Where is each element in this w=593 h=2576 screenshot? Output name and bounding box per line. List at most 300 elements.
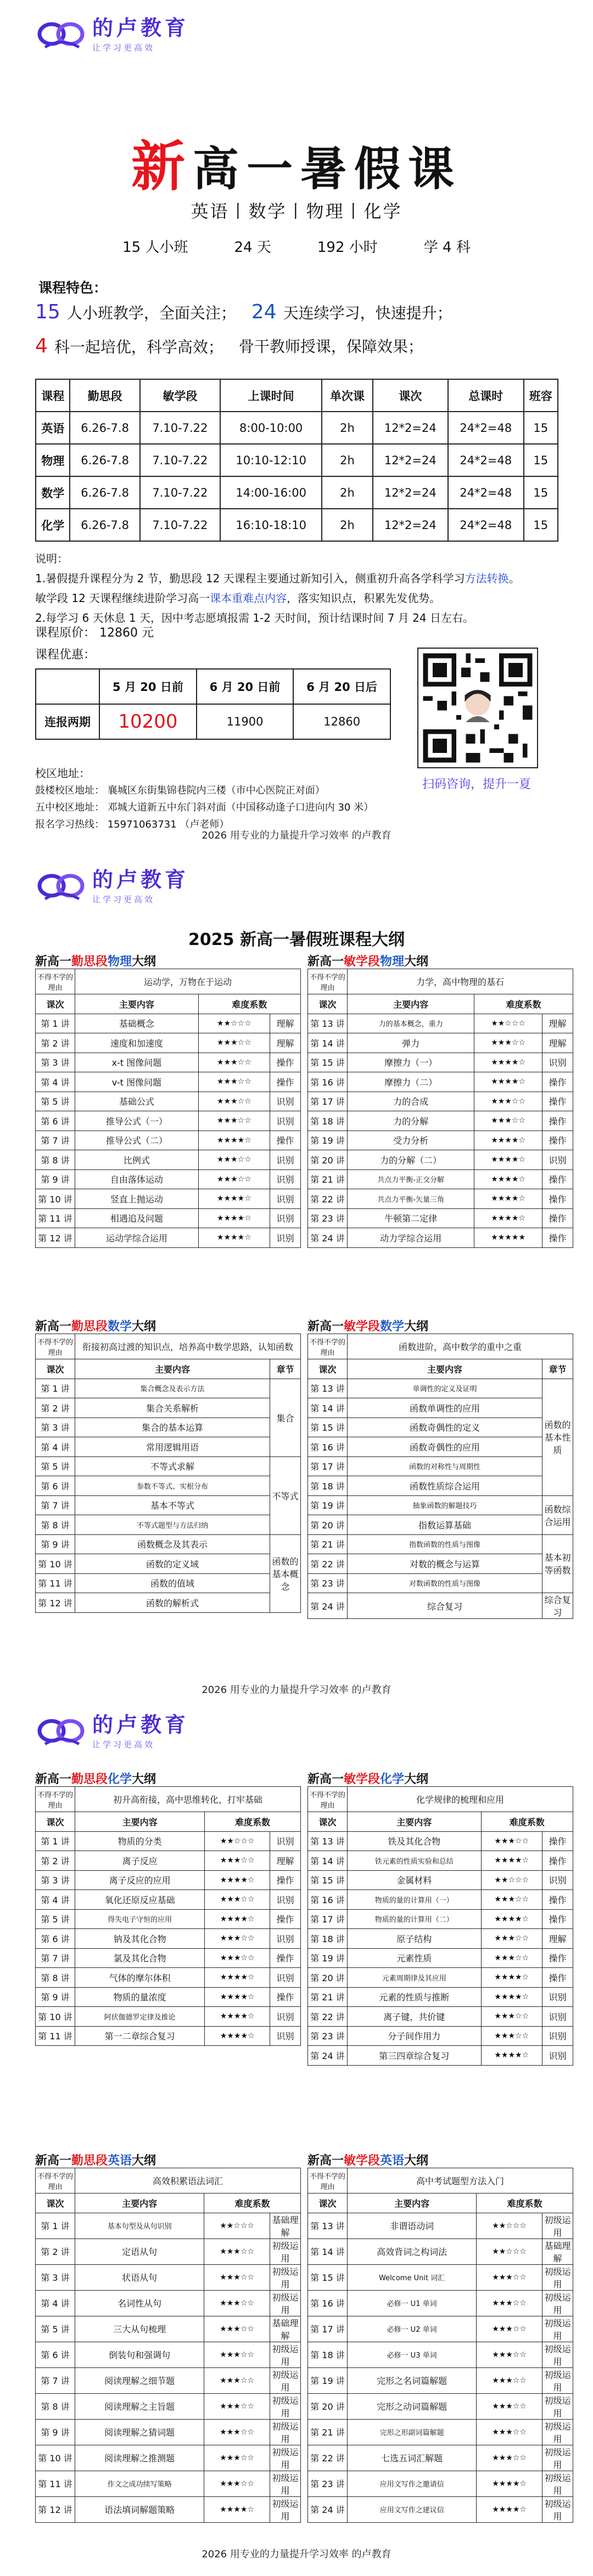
title-part: 新高一 bbox=[35, 2154, 72, 2168]
difficulty-type: 操作 bbox=[270, 1948, 301, 1968]
lesson-row bbox=[308, 1909, 573, 1929]
lesson-row bbox=[36, 1456, 301, 1476]
lesson-number: 第 13 讲 bbox=[308, 1014, 348, 1033]
lesson-row bbox=[308, 1515, 573, 1535]
difficulty-stars: ★★★☆☆ bbox=[474, 1033, 542, 1053]
title-subject: 数学 bbox=[380, 1320, 405, 1334]
title-subject: 物理 bbox=[380, 955, 405, 969]
lesson-number: 第 12 讲 bbox=[36, 1593, 75, 1613]
lesson-number: 第 7 讲 bbox=[36, 2367, 75, 2393]
difficulty-stars: ★★★★☆ bbox=[198, 1208, 270, 1228]
lesson-number: 第 22 讲 bbox=[308, 1189, 348, 1209]
lesson-row bbox=[308, 1437, 573, 1457]
difficulty-stars: ★★★☆☆ bbox=[204, 2445, 270, 2471]
lesson-number: 第 10 讲 bbox=[36, 2445, 75, 2471]
schedule-cell: 2h bbox=[322, 412, 372, 444]
lesson-content: 铁元素的性质实验和总结 bbox=[348, 1851, 482, 1871]
lesson-content: 得失电子守恒的应用 bbox=[75, 1909, 205, 1929]
header-cell: 课次 bbox=[36, 1812, 75, 1832]
lesson-content: 氯及其化合物 bbox=[75, 1948, 205, 1968]
lesson-number: 第 9 讲 bbox=[36, 1987, 75, 2007]
lesson-content: 参数不等式、实根分布 bbox=[75, 1476, 270, 1496]
difficulty-stars: ★★★☆☆ bbox=[481, 2026, 542, 2046]
difficulty-stars: ★★★☆☆ bbox=[477, 2290, 542, 2316]
difficulty-stars: ★★★☆☆ bbox=[205, 1890, 270, 1910]
syllabus-table bbox=[35, 1786, 301, 2046]
lesson-row bbox=[308, 1033, 573, 1053]
difficulty-type: 识别 bbox=[542, 1870, 573, 1890]
difficulty-stars: ★★★★☆ bbox=[205, 2007, 270, 2027]
difficulty-type: 初级运用 bbox=[542, 2342, 573, 2367]
lesson-content: 应用文写作之邀请信 bbox=[348, 2471, 477, 2496]
chapter-cell: 函数的基本概念 bbox=[270, 1534, 301, 1612]
page-flyer bbox=[0, 0, 593, 856]
lesson-row bbox=[36, 1515, 301, 1535]
lesson-row bbox=[36, 1208, 301, 1228]
lesson-number: 第 16 讲 bbox=[308, 1437, 348, 1457]
lesson-content: 函数的值域 bbox=[75, 1573, 270, 1593]
lesson-content: 函数的解析式 bbox=[75, 1593, 270, 1613]
stat-class-size: 15 人小班 bbox=[122, 239, 188, 256]
lesson-row bbox=[308, 2471, 573, 2496]
difficulty-type: 识别 bbox=[270, 1890, 301, 1910]
difficulty-stars: ★★★☆☆ bbox=[204, 2342, 270, 2367]
difficulty-type: 理解 bbox=[270, 1033, 301, 1053]
difficulty-stars: ★★☆☆☆ bbox=[481, 1870, 542, 1890]
lesson-number: 第 20 讲 bbox=[308, 2393, 348, 2419]
difficulty-stars: ★★★☆☆ bbox=[204, 2393, 270, 2419]
lesson-number: 第 3 讲 bbox=[36, 1870, 75, 1890]
schedule-table bbox=[35, 379, 558, 542]
lesson-content: 元素性质 bbox=[348, 1948, 482, 1968]
syllabus-table bbox=[35, 969, 301, 1248]
why-text: 力学，高中物理的基石 bbox=[348, 969, 573, 994]
schedule-cell: 24*2=48 bbox=[448, 444, 523, 476]
lesson-row bbox=[308, 2419, 573, 2445]
difficulty-stars: ★★★☆☆ bbox=[477, 2264, 542, 2290]
why-row bbox=[36, 1334, 301, 1359]
lesson-row bbox=[308, 1189, 573, 1209]
difficulty-stars: ★★★☆☆ bbox=[481, 1929, 542, 1949]
footer: 2026 用专业的力量提升学习效率 的卢教育 bbox=[202, 2549, 391, 2560]
schedule-cell: 英语 bbox=[36, 412, 70, 444]
lesson-number: 第 10 讲 bbox=[36, 1554, 75, 1574]
difficulty-stars: ★★☆☆☆ bbox=[477, 2238, 542, 2264]
lesson-content: 力的基本概念，重力 bbox=[348, 1014, 474, 1033]
header-cell: 主要内容 bbox=[75, 1359, 270, 1379]
lesson-content: 对数函数的性质与图像 bbox=[348, 1573, 542, 1593]
campus-address bbox=[35, 765, 373, 833]
lesson-content: 非谓语动词 bbox=[348, 2213, 477, 2238]
lesson-number: 第 8 讲 bbox=[36, 2393, 75, 2419]
why-text: 化学规律的梳理和应用 bbox=[348, 1787, 573, 1812]
why-label: 不得不学的理由 bbox=[308, 1334, 348, 1359]
lesson-content: 钠及其化合物 bbox=[75, 1929, 205, 1949]
why-row bbox=[36, 969, 301, 994]
price-header bbox=[36, 669, 99, 704]
title-subject: 物理 bbox=[108, 955, 132, 969]
brand-name: 的卢教育 bbox=[92, 868, 189, 892]
lesson-row bbox=[308, 2496, 573, 2522]
lesson-row bbox=[308, 2264, 573, 2290]
schedule-cell: 24*2=48 bbox=[448, 476, 523, 509]
difficulty-stars: ★★★★☆ bbox=[481, 1987, 542, 2007]
lesson-content: 第一二章综合复习 bbox=[75, 2026, 205, 2046]
features-title: 课程特色： bbox=[38, 280, 108, 296]
difficulty-type: 初级运用 bbox=[542, 2496, 573, 2522]
brand-slogan: 让学习更高效 bbox=[92, 43, 155, 53]
lesson-number: 第 24 讲 bbox=[308, 2046, 348, 2066]
header-row bbox=[36, 994, 301, 1014]
lesson-content: 函数概念及其表示 bbox=[75, 1534, 270, 1554]
syllabus-box-title bbox=[307, 1770, 573, 1786]
lesson-content: 物质的量浓度 bbox=[75, 1987, 205, 2007]
lesson-row bbox=[36, 2445, 301, 2471]
lesson-content: 原子结构 bbox=[348, 1929, 482, 1949]
lesson-row bbox=[308, 1968, 573, 1988]
difficulty-type: 操作 bbox=[542, 1208, 573, 1228]
lesson-content: 推导公式（一） bbox=[75, 1111, 199, 1131]
lesson-number: 第 15 讲 bbox=[308, 1418, 348, 1437]
schedule-header: 敏学段 bbox=[140, 379, 220, 412]
lesson-content: 力的合成 bbox=[348, 1092, 474, 1111]
price-plan: 连报两期 bbox=[36, 704, 99, 739]
difficulty-stars: ★★★☆☆ bbox=[205, 1929, 270, 1949]
lesson-number: 第 2 讲 bbox=[36, 1851, 75, 1871]
lesson-number: 第 1 讲 bbox=[36, 2213, 75, 2238]
lesson-content: 名词性从句 bbox=[75, 2290, 204, 2316]
title-stage: 勤思段 bbox=[71, 955, 108, 969]
difficulty-stars: ★★★★☆ bbox=[474, 1130, 542, 1150]
lesson-number: 第 18 讲 bbox=[308, 2342, 348, 2367]
lesson-row bbox=[308, 2026, 573, 2046]
schedule-header: 课程 bbox=[36, 379, 70, 412]
brand-slogan: 让学习更高效 bbox=[92, 895, 155, 904]
header-row bbox=[36, 2193, 301, 2213]
lesson-row bbox=[308, 1228, 573, 1248]
lesson-row bbox=[308, 1948, 573, 1968]
title-part: 大纲 bbox=[132, 955, 156, 969]
difficulty-type: 操作 bbox=[270, 1130, 301, 1150]
lesson-row bbox=[308, 1476, 573, 1496]
features-row-2 bbox=[35, 335, 423, 357]
header-cell: 课次 bbox=[308, 1359, 348, 1379]
schedule-row bbox=[36, 444, 558, 476]
notes-title: 说明： bbox=[35, 552, 68, 565]
difficulty-stars: ★★★☆☆ bbox=[204, 2290, 270, 2316]
lesson-number: 第 11 讲 bbox=[36, 2471, 75, 2496]
lesson-row bbox=[308, 1379, 573, 1398]
why-text: 初升高衔接，高中思维转化，打牢基础 bbox=[75, 1787, 301, 1812]
difficulty-stars: ★★★☆☆ bbox=[204, 2238, 270, 2264]
difficulty-type: 初级运用 bbox=[270, 2496, 301, 2522]
difficulty-type: 基础理解 bbox=[542, 2238, 573, 2264]
lesson-row bbox=[308, 1831, 573, 1851]
lesson-content: 抽象函数的解题技巧 bbox=[348, 1495, 542, 1515]
lesson-number: 第 9 讲 bbox=[36, 1169, 75, 1189]
syllabus-table bbox=[35, 1334, 301, 1613]
difficulty-stars: ★★★★☆ bbox=[474, 1053, 542, 1072]
orig-price: 课程原价： 12860 元 bbox=[35, 626, 154, 640]
difficulty-stars: ★★★☆☆ bbox=[481, 1948, 542, 1968]
lesson-content: 运动学综合运用 bbox=[75, 1228, 199, 1248]
why-label: 不得不学的理由 bbox=[308, 1787, 348, 1812]
lesson-content: 基本句型及从句识别 bbox=[75, 2213, 204, 2238]
schedule-cell: 7.10-7.22 bbox=[140, 509, 220, 541]
lesson-row bbox=[308, 1554, 573, 1574]
lesson-row bbox=[36, 1476, 301, 1496]
lesson-row bbox=[308, 1053, 573, 1072]
lesson-number: 第 9 讲 bbox=[36, 1534, 75, 1554]
lesson-row bbox=[36, 2342, 301, 2367]
difficulty-stars: ★★★★☆ bbox=[481, 1968, 542, 1988]
difficulty-type: 操作 bbox=[270, 1072, 301, 1092]
lesson-number: 第 13 讲 bbox=[308, 2213, 348, 2238]
syllabus-table bbox=[307, 969, 573, 1248]
lesson-number: 第 16 讲 bbox=[308, 1890, 348, 1910]
lesson-number: 第 8 讲 bbox=[36, 1150, 75, 1170]
syllabus-table bbox=[35, 2168, 301, 2523]
lesson-content: 阅读理解之细节题 bbox=[75, 2367, 204, 2393]
lesson-content: 物质的分类 bbox=[75, 1831, 205, 1851]
lesson-row bbox=[308, 1456, 573, 1476]
syllabus-box-title bbox=[35, 952, 301, 969]
lesson-row bbox=[36, 1890, 301, 1910]
lesson-row bbox=[36, 2007, 301, 2027]
title-subject: 化学 bbox=[108, 1773, 132, 1786]
difficulty-stars: ★★★☆☆ bbox=[205, 1851, 270, 1871]
lesson-row bbox=[308, 1870, 573, 1890]
difficulty-type: 识别 bbox=[542, 1053, 573, 1072]
difficulty-stars: ★★★☆☆ bbox=[477, 2367, 542, 2393]
lesson-number: 第 20 讲 bbox=[308, 1968, 348, 1988]
schedule-cell: 6.26-7.8 bbox=[70, 509, 139, 541]
brand-logo bbox=[35, 867, 189, 905]
difficulty-stars: ★★★☆☆ bbox=[198, 1169, 270, 1189]
schedule-cell: 7.10-7.22 bbox=[140, 412, 220, 444]
note-2: 敏学段 12 天课程继续进阶学习高一课本重难点内容，落实知识点，积累先发优势。 bbox=[35, 592, 441, 605]
header-row bbox=[36, 1359, 301, 1379]
difficulty-type: 初级运用 bbox=[542, 2213, 573, 2238]
lesson-number: 第 6 讲 bbox=[36, 1476, 75, 1496]
difficulty-type: 理解 bbox=[270, 1851, 301, 1871]
lesson-number: 第 8 讲 bbox=[36, 1515, 75, 1535]
lesson-number: 第 15 讲 bbox=[308, 2264, 348, 2290]
schedule-cell: 数学 bbox=[36, 476, 70, 509]
lesson-row bbox=[308, 1111, 573, 1131]
hotline: 报名学习热线： 15971063731 （卢老师） bbox=[35, 819, 230, 830]
header-cell: 主要内容 bbox=[348, 2193, 477, 2213]
lesson-content: 牛顿第二定律 bbox=[348, 1208, 474, 1228]
schedule-cell: 12*2=24 bbox=[373, 444, 448, 476]
lesson-number: 第 12 讲 bbox=[36, 2496, 75, 2522]
lesson-content: 综合复习 bbox=[348, 1593, 542, 1619]
lesson-content: Welcome Unit 词汇 bbox=[348, 2264, 477, 2290]
lesson-row bbox=[308, 1014, 573, 1033]
header-cell: 难度系数 bbox=[204, 2193, 301, 2213]
lesson-number: 第 21 讲 bbox=[308, 1534, 348, 1554]
lesson-row bbox=[36, 1968, 301, 1988]
lesson-content: 状语从句 bbox=[75, 2264, 204, 2290]
difficulty-type: 初级运用 bbox=[270, 2445, 301, 2471]
lesson-row bbox=[308, 1593, 573, 1619]
schedule-cell: 12*2=24 bbox=[373, 412, 448, 444]
title-subject: 英语 bbox=[108, 2154, 132, 2168]
difficulty-stars: ★★★★☆ bbox=[474, 1189, 542, 1209]
lesson-row bbox=[308, 1092, 573, 1111]
lesson-content: 不等式题型与方法归纳 bbox=[75, 1515, 270, 1535]
price-late: 12860 bbox=[293, 704, 390, 739]
why-text: 衔接初高过渡的知识点，培养高中数学思路，认知函数 bbox=[75, 1334, 301, 1359]
difficulty-stars: ★★★★☆ bbox=[205, 1968, 270, 1988]
lesson-content: 共点力平衡-正交分解 bbox=[348, 1169, 474, 1189]
difficulty-type: 理解 bbox=[542, 1929, 573, 1949]
lesson-content: 必修一 U1 单词 bbox=[348, 2290, 477, 2316]
note-3: 2.每学习 6 天休息 1 天，因中考志愿填报需 1-2 天时间，预计结课时间 7 月 24 日左右。 bbox=[35, 611, 474, 625]
difficulty-type: 识别 bbox=[542, 2026, 573, 2046]
lesson-row bbox=[36, 1418, 301, 1437]
lesson-row bbox=[308, 2445, 573, 2471]
brand-name: 的卢教育 bbox=[92, 16, 189, 40]
lesson-row bbox=[36, 1870, 301, 1890]
difficulty-type: 识别 bbox=[270, 1189, 301, 1209]
lesson-number: 第 2 讲 bbox=[36, 1033, 75, 1053]
difficulty-type: 识别 bbox=[270, 1150, 301, 1170]
lesson-row bbox=[36, 2026, 301, 2046]
why-label: 不得不学的理由 bbox=[36, 1334, 75, 1359]
header-row bbox=[308, 2193, 573, 2213]
lesson-content: 竖直上抛运动 bbox=[75, 1189, 199, 1209]
price-table bbox=[35, 668, 391, 740]
lesson-content: 指数运算基础 bbox=[348, 1515, 542, 1535]
header-cell: 主要内容 bbox=[348, 1812, 482, 1832]
difficulty-stars: ★★☆☆☆ bbox=[477, 2213, 542, 2238]
lesson-number: 第 20 讲 bbox=[308, 1150, 348, 1170]
lesson-number: 第 17 讲 bbox=[308, 1456, 348, 1476]
schedule-cell: 6.26-7.8 bbox=[70, 476, 139, 509]
lesson-row bbox=[308, 2007, 573, 2027]
lesson-content: 集合的基本运算 bbox=[75, 1418, 270, 1437]
difficulty-type: 初级运用 bbox=[542, 2367, 573, 2393]
difficulty-type: 理解 bbox=[542, 1014, 573, 1033]
schedule-row bbox=[36, 476, 558, 509]
lesson-row bbox=[308, 1398, 573, 1418]
lesson-number: 第 21 讲 bbox=[308, 2419, 348, 2445]
lesson-number: 第 17 讲 bbox=[308, 2316, 348, 2342]
hero-xin: 新 bbox=[131, 135, 193, 198]
lesson-content: 基础公式 bbox=[75, 1092, 199, 1111]
title-part: 大纲 bbox=[404, 2154, 429, 2168]
difficulty-stars: ★★★★☆ bbox=[204, 2496, 270, 2522]
lesson-row bbox=[36, 2496, 301, 2522]
lesson-number: 第 7 讲 bbox=[36, 1495, 75, 1515]
title-subject: 数学 bbox=[108, 1320, 132, 1334]
lesson-row bbox=[36, 1573, 301, 1593]
difficulty-type: 初级运用 bbox=[542, 2393, 573, 2419]
stat-hours: 192 小时 bbox=[317, 239, 378, 256]
title-stage: 敏学段 bbox=[344, 2154, 381, 2168]
lesson-number: 第 21 讲 bbox=[308, 1169, 348, 1189]
title-part: 大纲 bbox=[132, 1773, 156, 1786]
lesson-number: 第 22 讲 bbox=[308, 2007, 348, 2027]
difficulty-type: 初级运用 bbox=[270, 2393, 301, 2419]
footer: 2026 用专业的力量提升学习效率 的卢教育 bbox=[202, 1684, 391, 1696]
lesson-content: 集合概念及表示方法 bbox=[75, 1379, 270, 1398]
footer: 2026 用专业的力量提升学习效率 的卢教育 bbox=[202, 830, 391, 841]
lesson-row bbox=[308, 1573, 573, 1593]
lesson-row bbox=[36, 2419, 301, 2445]
difficulty-type: 操作 bbox=[270, 1053, 301, 1072]
price-header: 6 月 20 日后 bbox=[293, 669, 390, 704]
lesson-number: 第 14 讲 bbox=[308, 2238, 348, 2264]
brand-logo-icon bbox=[35, 15, 88, 50]
header-row bbox=[36, 1812, 301, 1832]
schedule-cell: 7.10-7.22 bbox=[140, 444, 220, 476]
lesson-content: 作文之成功续写策略 bbox=[75, 2471, 204, 2496]
difficulty-type: 初级运用 bbox=[270, 2290, 301, 2316]
lesson-number: 第 6 讲 bbox=[36, 1929, 75, 1949]
difficulty-type: 识别 bbox=[542, 1987, 573, 2007]
lesson-number: 第 13 讲 bbox=[308, 1831, 348, 1851]
english-qinsi-box bbox=[35, 2151, 301, 2523]
difficulty-type: 初级运用 bbox=[270, 2238, 301, 2264]
lesson-row bbox=[36, 2290, 301, 2316]
lesson-content: 相遇追及问题 bbox=[75, 1208, 199, 1228]
feature-3: 4 科一起培优，科学高效； bbox=[35, 335, 223, 357]
hero-title bbox=[0, 123, 593, 201]
difficulty-stars: ★★★★☆ bbox=[481, 2046, 542, 2066]
syllabus-table bbox=[307, 2168, 573, 2523]
lesson-number: 第 8 讲 bbox=[36, 1968, 75, 1988]
lesson-row bbox=[36, 1053, 301, 1072]
campus-gulou: 鼓楼校区地址： 襄城区东街集锦巷院内三楼（市中心医院正对面） bbox=[35, 785, 325, 796]
difficulty-stars: ★★★★☆ bbox=[474, 1169, 542, 1189]
difficulty-stars: ★★★☆☆ bbox=[198, 1150, 270, 1170]
schedule-cell: 6.26-7.8 bbox=[70, 412, 139, 444]
difficulty-stars: ★★★☆☆ bbox=[198, 1092, 270, 1111]
title-stage: 敏学段 bbox=[344, 955, 381, 969]
lesson-content: 元素周期律及其应用 bbox=[348, 1968, 482, 1988]
lesson-row bbox=[308, 2046, 573, 2066]
lesson-row bbox=[36, 1831, 301, 1851]
lesson-content: 函数奇偶性的定义 bbox=[348, 1418, 542, 1437]
qr-code[interactable] bbox=[417, 648, 538, 768]
lesson-row bbox=[36, 1033, 301, 1053]
header-cell: 课次 bbox=[36, 2193, 75, 2213]
difficulty-type: 初级运用 bbox=[270, 2471, 301, 2496]
schedule-cell: 物理 bbox=[36, 444, 70, 476]
syllabus-box-title bbox=[35, 2151, 301, 2168]
lesson-content: 指数函数的性质与图像 bbox=[348, 1534, 542, 1554]
difficulty-stars: ★★★☆☆ bbox=[204, 2471, 270, 2496]
difficulty-type: 基础理解 bbox=[270, 2316, 301, 2342]
title-stage: 敏学段 bbox=[344, 1320, 381, 1334]
subjects-line: 英语丨数学丨物理丨化学 bbox=[191, 201, 402, 222]
schedule-header: 总课时 bbox=[448, 379, 523, 412]
lesson-number: 第 19 讲 bbox=[308, 1130, 348, 1150]
lesson-content: 离子反应的应用 bbox=[75, 1870, 205, 1890]
header-cell: 章节 bbox=[542, 1359, 573, 1379]
lesson-row bbox=[308, 2367, 573, 2393]
physics-minxue-box bbox=[307, 952, 573, 1248]
lesson-content: 阿伏伽德罗定律及推论 bbox=[75, 2007, 205, 2027]
math-minxue-box bbox=[307, 1317, 573, 1619]
lesson-number: 第 16 讲 bbox=[308, 1072, 348, 1092]
lesson-row bbox=[308, 1208, 573, 1228]
difficulty-stars: ★★★★☆ bbox=[477, 2496, 542, 2522]
lesson-number: 第 2 讲 bbox=[36, 2238, 75, 2264]
why-label: 不得不学的理由 bbox=[36, 969, 75, 994]
